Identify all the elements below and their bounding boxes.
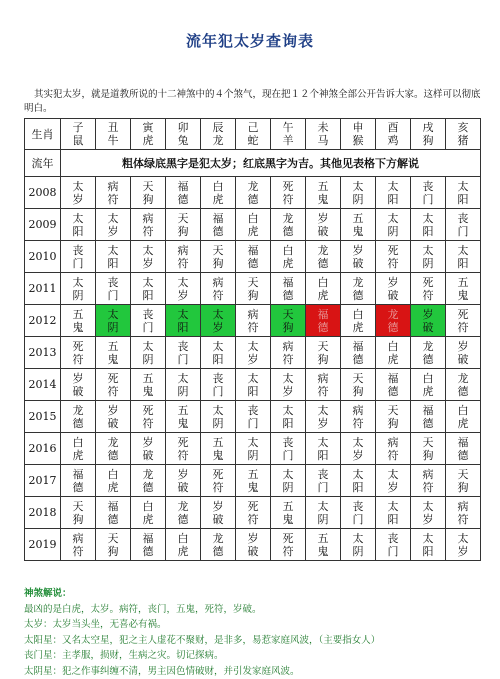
- year-label: 2012: [25, 305, 61, 337]
- table-cell: 天狗: [201, 241, 236, 273]
- table-cell: 太岁: [411, 497, 446, 529]
- table-cell: 太阳: [131, 273, 166, 305]
- table-cell: 太阳: [201, 337, 236, 369]
- table-cell: 太岁: [271, 369, 306, 401]
- table-cell: 太岁: [306, 401, 341, 433]
- table-cell: 岁破: [96, 401, 131, 433]
- table-cell: 丧门: [236, 401, 271, 433]
- table-cell: 太阳: [306, 433, 341, 465]
- zodiac-header: 己蛇: [236, 119, 271, 150]
- table-cell: 病符: [131, 209, 166, 241]
- tai-sui-table: [24, 118, 481, 561]
- table-cell: 死符: [201, 465, 236, 497]
- table-cell: 丧门: [306, 465, 341, 497]
- year-row: [25, 305, 481, 337]
- table-cell: 太阴: [271, 465, 306, 497]
- table-cell: 太阳: [411, 529, 446, 561]
- table-cell: 福德: [376, 369, 411, 401]
- year-label: 2018: [25, 497, 61, 529]
- zodiac-header: 亥猪: [446, 119, 481, 150]
- table-cell: 天狗: [376, 401, 411, 433]
- year-label: 2015: [25, 401, 61, 433]
- year-row: [25, 497, 481, 529]
- table-cell: 病符: [376, 433, 411, 465]
- table-cell: 龙德: [341, 273, 376, 305]
- table-cell: 太阳: [96, 241, 131, 273]
- table-cell: 白虎: [96, 465, 131, 497]
- legend-line: 太岁：太岁当头坐，无喜必有祸。: [24, 619, 167, 630]
- table-cell: 五鬼: [131, 369, 166, 401]
- table-cell: 龙德: [61, 401, 96, 433]
- year-label: 2011: [25, 273, 61, 305]
- table-cell: 太岁: [61, 177, 96, 209]
- year-row: [25, 337, 481, 369]
- table-cell: 龙德: [96, 433, 131, 465]
- table-cell: 五鬼: [96, 337, 131, 369]
- table-cell: 龙德: [236, 177, 271, 209]
- year-row: [25, 529, 481, 561]
- table-cell: 龙德: [166, 497, 201, 529]
- table-cell: 死符: [166, 433, 201, 465]
- table-cell: 天狗: [446, 465, 481, 497]
- table-cell: 天狗: [61, 497, 96, 529]
- table-cell: 岁破: [236, 529, 271, 561]
- table-cell: 太阳: [376, 177, 411, 209]
- table-cell: 太阴: [306, 497, 341, 529]
- table-cell: 白虎: [376, 337, 411, 369]
- table-cell: 天狗: [96, 529, 131, 561]
- table-cell: 福德: [271, 273, 306, 305]
- table-cell: 岁破: [131, 433, 166, 465]
- table-cell: 太阴: [166, 369, 201, 401]
- table-cell: 病符: [166, 241, 201, 273]
- year-row: [25, 273, 481, 305]
- table-cell: 五鬼: [166, 401, 201, 433]
- zodiac-header: 卯兔: [166, 119, 201, 150]
- table-cell: 白虎: [446, 401, 481, 433]
- table-cell: 福德: [446, 433, 481, 465]
- table-cell: 龙德: [306, 241, 341, 273]
- year-label: 2008: [25, 177, 61, 209]
- table-cell: 太岁: [376, 465, 411, 497]
- table-cell: 病符: [446, 497, 481, 529]
- table-cell: 福德: [306, 305, 341, 337]
- legend-heading: 神煞解说：: [24, 588, 72, 599]
- table-cell: 太阳: [341, 465, 376, 497]
- table-cell: 龙德: [201, 529, 236, 561]
- table-cell: 福德: [131, 529, 166, 561]
- table-cell: 死符: [271, 177, 306, 209]
- table-cell: 太阳: [236, 369, 271, 401]
- table-cell: 死符: [446, 305, 481, 337]
- table-cell: 天狗: [411, 433, 446, 465]
- table-cell: 丧门: [411, 177, 446, 209]
- zodiac-header: 戌狗: [411, 119, 446, 150]
- table-cell: 五鬼: [446, 273, 481, 305]
- table-cell: 龙德: [411, 337, 446, 369]
- table-cell: 太阴: [341, 177, 376, 209]
- legend-line: 太阴星：犯之作事纠缠不清，男主因色情破财，并引发家庭风波。: [24, 665, 300, 677]
- intro-paragraph: 其实犯太岁，就是道教所说的十二神煞中的４个煞气，现在把１２个神煞全部公开告诉大家。这样可以彻底明白。: [24, 89, 481, 114]
- table-cell: 五鬼: [306, 529, 341, 561]
- table-cell: 福德: [166, 177, 201, 209]
- table-cell: 五鬼: [201, 433, 236, 465]
- table-cell: 死符: [236, 497, 271, 529]
- table-cell: 白虎: [341, 305, 376, 337]
- table-cell: 龙德: [446, 369, 481, 401]
- table-cell: 死符: [131, 401, 166, 433]
- table-cell: 白虎: [306, 273, 341, 305]
- table-cell: 太阴: [96, 305, 131, 337]
- table-cell: 白虎: [131, 497, 166, 529]
- table-cell: 天狗: [271, 305, 306, 337]
- table-cell: 病符: [201, 273, 236, 305]
- table-cell: 岁破: [376, 273, 411, 305]
- table-cell: 岁破: [306, 209, 341, 241]
- table-cell: 白虎: [201, 177, 236, 209]
- table-cell: 天狗: [166, 209, 201, 241]
- table-cell: 福德: [201, 209, 236, 241]
- table-cell: 丧门: [271, 433, 306, 465]
- table-cell: 岁破: [201, 497, 236, 529]
- table-body: [25, 177, 481, 561]
- table-cell: 太阳: [376, 497, 411, 529]
- legend-line: 最凶的是白虎，太岁。病符，丧门，五鬼，死符，岁破。: [24, 603, 262, 615]
- zodiac-header: 午羊: [271, 119, 306, 150]
- year-row: [25, 369, 481, 401]
- table-cell: 太阳: [446, 241, 481, 273]
- year-row: [25, 241, 481, 273]
- table-cell: 岁破: [341, 241, 376, 273]
- table-cell: 太岁: [131, 241, 166, 273]
- zodiac-header: 丑牛: [96, 119, 131, 150]
- table-cell: 太岁: [341, 433, 376, 465]
- table-cell: 死符: [96, 369, 131, 401]
- legend-line: 丧门星：主孝服，损财，生病之灾。切记探病。: [24, 650, 224, 661]
- table-cell: 白虎: [236, 209, 271, 241]
- table-cell: 天狗: [236, 273, 271, 305]
- table-cell: 丧门: [61, 241, 96, 273]
- table-cell: 丧门: [341, 497, 376, 529]
- table-cell: 岁破: [166, 465, 201, 497]
- table-cell: 丧门: [376, 529, 411, 561]
- year-row: [25, 433, 481, 465]
- table-cell: 福德: [61, 465, 96, 497]
- table-cell: 病符: [306, 369, 341, 401]
- year-label: 2017: [25, 465, 61, 497]
- table-cell: 福德: [236, 241, 271, 273]
- year-row: [25, 209, 481, 241]
- legend-line: 太阳星：又名太空星，犯之主人虚花不聚财，是非多，易惹家庭风波，（主要指女人）: [24, 634, 381, 646]
- table-cell: 丧门: [446, 209, 481, 241]
- year-label: 2016: [25, 433, 61, 465]
- table-cell: 丧门: [166, 337, 201, 369]
- legend-section: [24, 586, 494, 679]
- table-cell: 五鬼: [341, 209, 376, 241]
- year-row: [25, 465, 481, 497]
- table-cell: 太阴: [376, 209, 411, 241]
- table-cell: 太阳: [166, 305, 201, 337]
- table-cell: 五鬼: [306, 177, 341, 209]
- year-row: [25, 401, 481, 433]
- table-cell: 龙德: [376, 305, 411, 337]
- table-cell: 丧门: [131, 305, 166, 337]
- table-cell: 五鬼: [61, 305, 96, 337]
- table-cell: 福德: [96, 497, 131, 529]
- year-label: 2009: [25, 209, 61, 241]
- table-cell: 福德: [341, 337, 376, 369]
- table-cell: 白虎: [166, 529, 201, 561]
- page-title: 流年犯太岁查询表: [185, 32, 314, 50]
- table-cell: 太阴: [201, 401, 236, 433]
- table-cell: 白虎: [271, 241, 306, 273]
- corner-label-year: 流年: [25, 150, 61, 177]
- table-cell: 病符: [271, 337, 306, 369]
- table-cell: 岁破: [446, 337, 481, 369]
- year-label: 2019: [25, 529, 61, 561]
- table-cell: 病符: [236, 305, 271, 337]
- table-cell: 太阳: [271, 401, 306, 433]
- table-cell: 五鬼: [271, 497, 306, 529]
- table-cell: 死符: [271, 529, 306, 561]
- banner-row: [25, 150, 481, 177]
- zodiac-header: 辰龙: [201, 119, 236, 150]
- table-cell: 太阴: [341, 529, 376, 561]
- year-label: 2013: [25, 337, 61, 369]
- table-cell: 死符: [411, 273, 446, 305]
- table-cell: 白虎: [411, 369, 446, 401]
- year-label: 2014: [25, 369, 61, 401]
- table-cell: 龙德: [271, 209, 306, 241]
- table-cell: 白虎: [61, 433, 96, 465]
- table-cell: 太岁: [166, 273, 201, 305]
- table-cell: 病符: [411, 465, 446, 497]
- table-cell: 龙德: [131, 465, 166, 497]
- table-cell: 太阴: [61, 273, 96, 305]
- table-cell: 五鬼: [236, 465, 271, 497]
- table-cell: 岁破: [61, 369, 96, 401]
- table-cell: 太阴: [411, 241, 446, 273]
- table-cell: 岁破: [411, 305, 446, 337]
- legend-banner: 粗体绿底黑字是犯太岁；红底黑字为吉。其他见表格下方解说: [61, 150, 481, 177]
- table-cell: 丧门: [201, 369, 236, 401]
- zodiac-header: 未马: [306, 119, 341, 150]
- table-cell: 天狗: [131, 177, 166, 209]
- table-cell: 天狗: [306, 337, 341, 369]
- zodiac-header: 酉鸡: [376, 119, 411, 150]
- table-cell: 死符: [376, 241, 411, 273]
- table-cell: 病符: [96, 177, 131, 209]
- year-row: [25, 177, 481, 209]
- table-cell: 太阳: [61, 209, 96, 241]
- table-cell: 太岁: [236, 337, 271, 369]
- table-cell: 太岁: [96, 209, 131, 241]
- table-cell: 病符: [61, 529, 96, 561]
- table-cell: 太岁: [201, 305, 236, 337]
- table-cell: 福德: [411, 401, 446, 433]
- table-cell: 太阴: [236, 433, 271, 465]
- table-cell: 病符: [341, 401, 376, 433]
- table-cell: 太阳: [411, 209, 446, 241]
- table-cell: 太阳: [446, 177, 481, 209]
- table-cell: 丧门: [96, 273, 131, 305]
- table-cell: 天狗: [341, 369, 376, 401]
- zodiac-header: 申猴: [341, 119, 376, 150]
- corner-label-zodiac: 生肖: [25, 119, 61, 150]
- table-cell: 太阴: [131, 337, 166, 369]
- zodiac-header-row: [25, 119, 481, 150]
- year-label: 2010: [25, 241, 61, 273]
- zodiac-header: 子鼠: [61, 119, 96, 150]
- zodiac-header: 寅虎: [131, 119, 166, 150]
- table-cell: 太岁: [446, 529, 481, 561]
- table-cell: 死符: [61, 337, 96, 369]
